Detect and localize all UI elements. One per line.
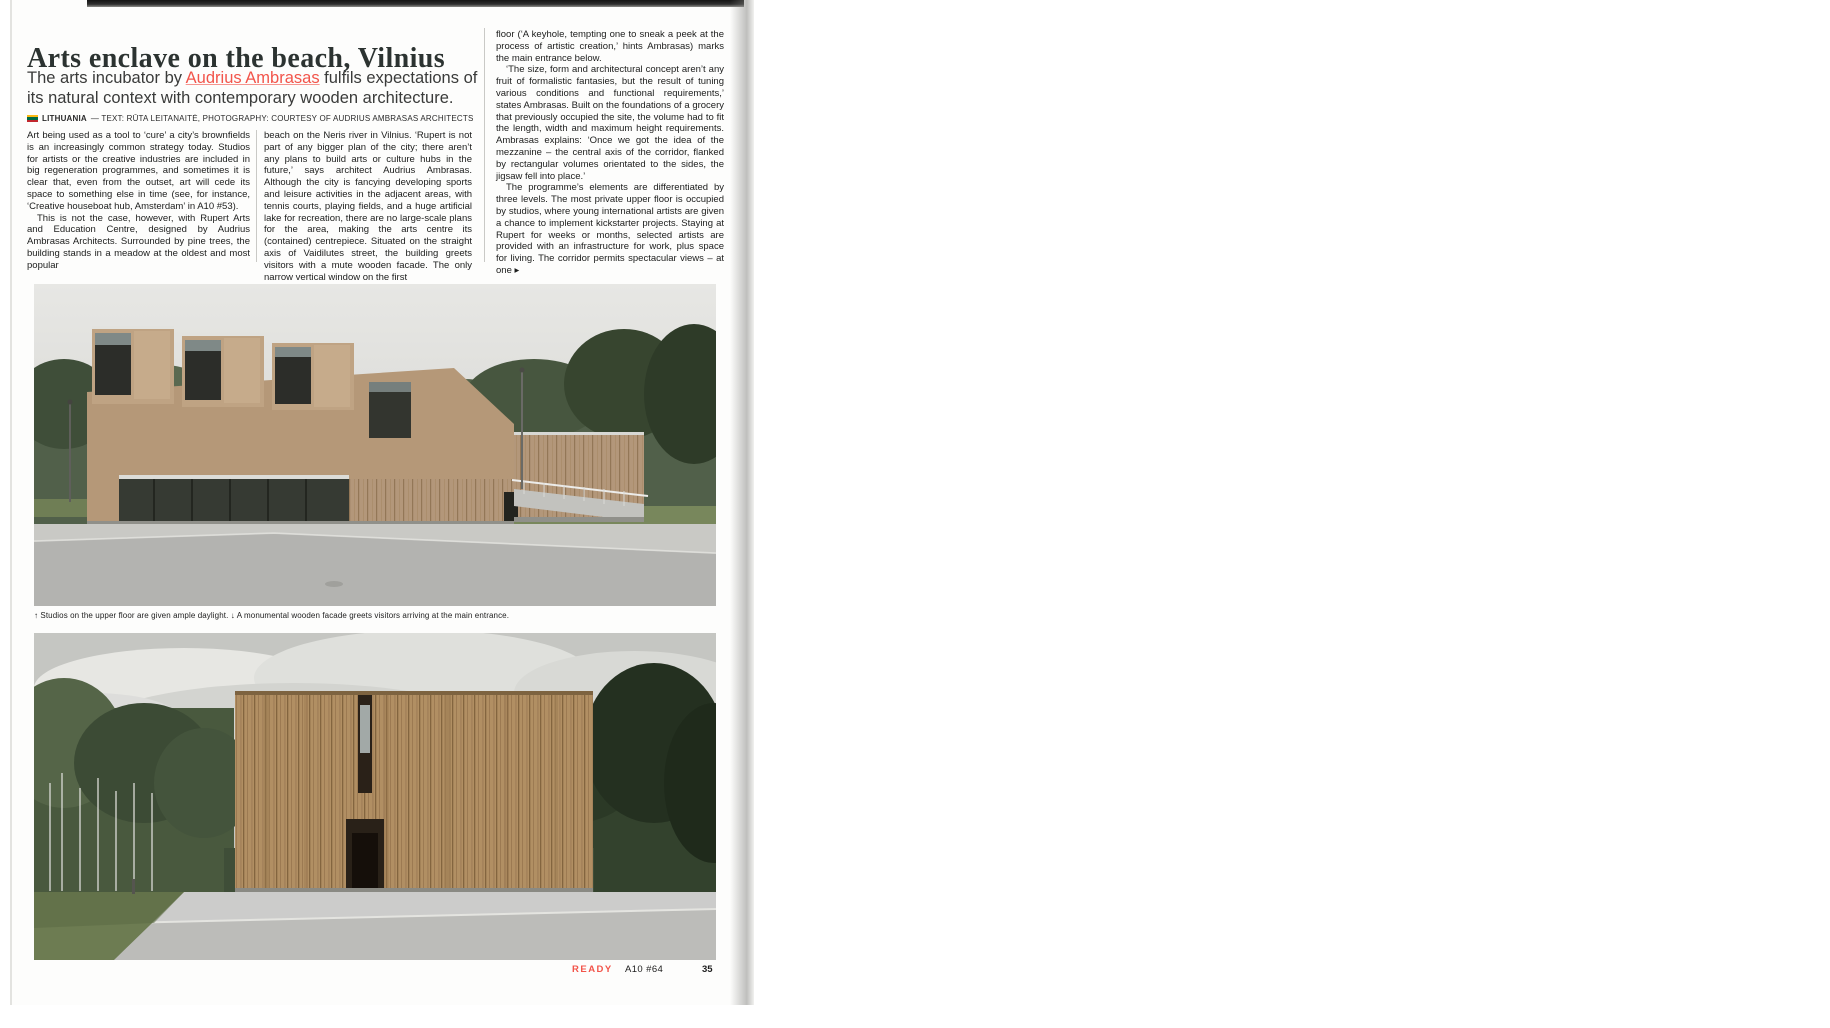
column-divider xyxy=(484,28,485,262)
architect-link[interactable]: Audrius Ambrasas xyxy=(185,69,320,87)
footer-issue-label: A10 #64 xyxy=(625,964,664,975)
lithuania-flag-icon xyxy=(27,115,38,122)
body-paragraph: beach on the Neris river in Vilnius. ‘Rupert is not part of any bigger plan of the city; there aren’t any plans to build arts or culture hubs in the future,’ says architect Audrius Ambrasas. Although the city is fancying developing sports and leisure activities in the adjacent areas, with tennis courts, playing fields, and a huge artificial lake for recreation, there are no large-scale plans for the area, making the arts centre its (contained) centrepiece. Situated on the straight axis of Vaidilutes street, the building greets visitors with a mute wooden facade. The only narrow vertical window on the first xyxy=(264,130,472,283)
body-paragraph: Art being used as a tool to ‘cure’ a city’s brownfields is an increasingly common strategy today. Studios for artists or the creative industries are included in big regeneration programmes, and sometimes it is clear that, even from the outset, art will cede its space to something else in time (see, for instance, ‘Creative houseboat hub, Amsterdam’ in A10 #53). xyxy=(27,130,250,212)
column-divider xyxy=(256,130,257,262)
scan-page-edge-shadow xyxy=(730,0,754,1005)
byline-credits: — TEXT: RŪTA LEITANAITĖ, PHOTOGRAPHY: COURTESY OF AUDRIUS AMBRASAS ARCHITECTS xyxy=(90,114,474,123)
magazine-page xyxy=(10,0,754,1005)
article-title: Arts enclave on the beach, Vilnius xyxy=(27,42,446,74)
standfirst-text-after: fulfils expectations of its natural context with contemporary wooden architecture. xyxy=(27,69,478,107)
body-paragraph: The programme’s elements are differentiated by three levels. The most private upper floor is occupied by studios, where young international artists are given a chance to implement kickstarter projects. Staying at Rupert for weeks or months, selected artists are provided with an infrastructure for work, plus space for living. The corridor permits spectacular views – at one ▸ xyxy=(496,182,724,276)
standfirst-text-before: The arts incubator by xyxy=(27,69,186,87)
body-paragraph: This is not the case, however, with Rupert Arts and Education Centre, designed by Audrius Ambrasas Architects. Surrounded by pine trees, the building stands in a meadow at the oldest and most popular xyxy=(27,212,250,271)
body-paragraph: floor (‘A keyhole, tempting one to sneak a peek at the process of artistic creation,’ hints Ambrasas) marks the main entrance below. xyxy=(496,29,724,64)
article-standfirst xyxy=(27,68,479,108)
byline-country: LITHUANIA xyxy=(42,114,87,123)
photo-caption: ↑ Studios on the upper floor are given ample daylight. ↓ A monumental wooden facade greets visitors arriving at the main entrance. xyxy=(34,611,510,620)
body-column-2 xyxy=(264,130,472,283)
footer-section-label: READY xyxy=(572,964,613,975)
body-paragraph: ‘The size, form and architectural concept aren’t any fruit of formalistic fantasies, but the result of tuning various conditions and functional requirements,’ states Ambrasas. Built on the foundations of a grocery that previously occupied the site, the volume had to fit the length, width and maximum height requirements. Ambrasas explains: ‘Once we got the idea of the mezzanine – the central axis of the corridor, flanked by rectangular volumes orientated to the sides, the jigsaw fell into place.’ xyxy=(496,64,724,182)
building-exterior-upper-studios-photo xyxy=(34,284,716,606)
byline xyxy=(27,114,474,123)
wooden-facade-main-entrance-photo xyxy=(34,633,716,960)
scan-edge-strip xyxy=(87,0,744,7)
body-column-1 xyxy=(27,130,250,272)
body-column-3 xyxy=(496,29,724,277)
footer-page-number: 35 xyxy=(702,964,713,975)
